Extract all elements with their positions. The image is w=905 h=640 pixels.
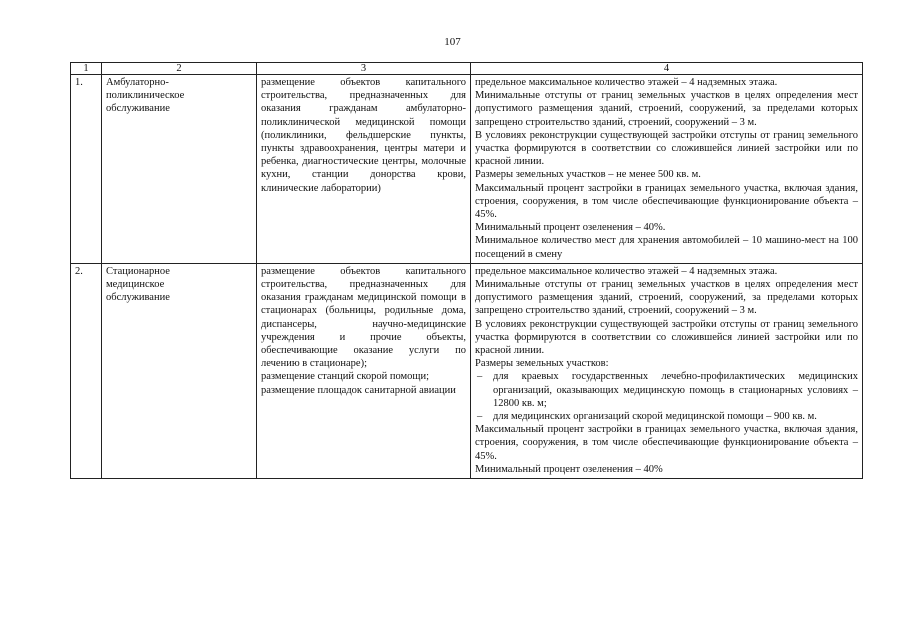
param-greening: Минимальный процент озеленения – 40%.	[475, 222, 666, 234]
land-use-name: Стационарное медицинское обслуживание	[106, 265, 170, 304]
param-setbacks: Минимальные отступы от границ земельных участков в целях определения мест допустимого размещения зданий, строений, сооружений, за пределами которых запрещено строительство зданий, строений, сооружений – 3 м.	[475, 279, 858, 317]
land-use-type	[102, 263, 257, 478]
table-row	[71, 263, 863, 478]
dash-bullet: –	[477, 411, 483, 423]
param-plot-size: Размеры земельных участков:	[475, 358, 609, 370]
param-floors: предельное максимальное количество этажей – 4 надземных этажа.	[475, 265, 778, 277]
param-build-coverage: Максимальный процент застройки в границах земельного участка, включая здания, строения, сооружения, в том числе обеспечивающие функционирование объекта – 45%.	[475, 424, 858, 462]
use-parameters	[471, 263, 863, 478]
param-floors: предельное максимальное количество этажей – 4 надземных этажа.	[475, 77, 778, 88]
param-reconstruction: В условиях реконструкции существующей застройки отступы от границ земельного участка формируются в соответствии со сложившейся линией застройки или по красной линии.	[475, 129, 858, 168]
dash-bullet: –	[477, 371, 483, 383]
description-text: размещение объектов капитального строительства, предназначенных для оказания гражданам медицинской помощи в стационарах (больницы, родильные дома, диспансеры, научно-медицинские учреждения и прочие объекты, обеспечивающие оказание услуги по лечению в стационаре);	[261, 265, 466, 370]
land-use-type	[102, 75, 257, 264]
column-number-2: 2	[102, 63, 257, 75]
column-number-4: 4	[471, 63, 863, 75]
row-number: 2.	[71, 263, 102, 478]
list-item-text: для медицинских организаций скорой медицинской помощи – 900 кв. м.	[493, 411, 817, 423]
list-item	[475, 410, 858, 423]
param-setbacks: Минимальные отступы от границ земельных участков в целях определения мест допустимого размещения зданий, строений, сооружений, за пределами которых запрещено строительство зданий, строений, сооружений – 3 м.	[475, 90, 858, 128]
description-text: размещение объектов капитального строительства, предназначенных для оказания гражданам амбулаторно-поликлинической медицинской помощи (поликлиники, фельдшерские пункты, пункты здравоохранения, центры матери и ребенка, диагностические центры, молочные кухни, станции донорства крови, клинические лаборатории)	[261, 77, 466, 194]
param-build-coverage: Максимальный процент застройки в границах земельного участка, включая здания, строения, сооружения, в том числе обеспечивающие функционирование объекта – 45%.	[475, 182, 858, 221]
param-reconstruction: В условиях реконструкции существующей застройки отступы от границ земельного участка формируются в соответствии со сложившейся линией застройки или по красной линии.	[475, 318, 858, 357]
use-description	[257, 75, 471, 264]
page-number: 107	[444, 36, 461, 48]
param-parking: Минимальное количество мест для хранения автомобилей – 10 машино-мест на 100 посещений в смену	[475, 235, 858, 260]
table-header-row	[71, 63, 863, 75]
use-description	[257, 263, 471, 478]
use-parameters	[471, 75, 863, 264]
param-greening: Минимальный процент озеленения – 40%	[475, 463, 663, 475]
table-row	[71, 75, 863, 264]
column-number-3: 3	[257, 63, 471, 75]
column-number-1: 1	[71, 63, 102, 75]
land-use-name: Амбулаторно-поликлиническое обслуживание	[106, 77, 185, 115]
description-text: размещение площадок санитарной авиации	[261, 384, 456, 396]
param-plot-size: Размеры земельных участков – не менее 500 кв. м.	[475, 169, 701, 181]
list-item	[475, 370, 858, 410]
zoning-table	[70, 62, 863, 479]
list-item-text: для краевых государственных лечебно-профилактических медицинских организаций, оказывающих медицинскую помощь в стационарных условиях – 12800 кв. м;	[493, 371, 858, 409]
row-number: 1.	[71, 75, 102, 264]
description-text: размещение станций скорой помощи;	[261, 371, 430, 383]
